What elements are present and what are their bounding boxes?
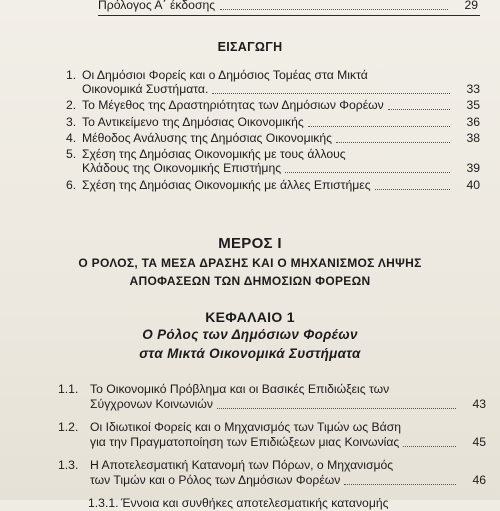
toc-entry-number: 4.	[66, 131, 77, 145]
toc-entry-number: 1.2.	[58, 420, 79, 434]
top-rule	[98, 15, 480, 16]
toc-entry-number: 5.	[66, 147, 77, 161]
chapter-title-line2: στα Μικτά Οικονομικά Συστήματα	[139, 346, 361, 361]
toc-leader-dots	[285, 171, 450, 173]
toc-entry-number: 1.	[66, 68, 77, 82]
toc-entry-text: για την Πραγματοποίηση των Επιδιώξεων μιας Κοινωνίας	[90, 435, 400, 449]
toc-entry	[0, 147, 500, 175]
toc-entry	[0, 496, 500, 511]
part-title-line2: ΑΠΟΦΑΣΕΩΝ ΤΩΝ ΔΗΜΟΣΙΩΝ ΦΟΡΕΩΝ	[129, 274, 371, 288]
chapter-label: ΚΕΦΑΛΑΙΟ 1	[205, 309, 295, 325]
toc-page-number: 39	[466, 161, 480, 175]
toc-entry	[0, 131, 500, 145]
toc-leader-dots	[336, 141, 450, 143]
toc-leader-dots	[212, 92, 450, 94]
toc-leader-dots	[403, 445, 456, 447]
toc-entry-text: Η Αποτελεσματική Κατανομή των Πόρων, ο Μηχανισμός	[90, 458, 394, 472]
toc-entry	[0, 98, 500, 112]
toc-entry-number: 1.3.1.	[88, 496, 119, 510]
toc-page-number: 36	[466, 115, 480, 129]
toc-leader-dots	[375, 188, 450, 190]
toc-page-number: 40	[466, 178, 480, 192]
toc-page-number: 43	[472, 397, 486, 411]
part-title-line1: Ο ΡΟΛΟΣ, ΤΑ ΜΕΣΑ ΔΡΑΣΗΣ ΚΑΙ Ο ΜΗΧΑΝΙΣΜΟΣ ΛΗΨΗΣ	[78, 256, 422, 270]
toc-entry-number: 3.	[66, 115, 77, 129]
toc-page-number: 38	[466, 131, 480, 145]
toc-entry-text: Το Αντικείμενο της Δημόσιας Οικονομικής	[82, 115, 304, 129]
intro-heading: ΕΙΣΑΓΩΓΗ	[217, 40, 283, 54]
toc-entry-text: των Τιμών και ο Ρόλος των Δημόσιων Φορέων	[90, 473, 341, 487]
toc-leader-dots	[388, 108, 450, 110]
toc-entry-number: 1.1.	[58, 382, 79, 396]
toc-entry	[0, 115, 500, 129]
toc-leader-dots	[217, 407, 456, 409]
preface-entry	[0, 0, 500, 12]
toc-entry-text: Έννοια και συνθήκες αποτελεσματικής κατανομής	[121, 496, 389, 510]
preface-page: 29	[464, 0, 478, 12]
toc-entry-text: Οικονομικά Συστήματα.	[82, 82, 209, 96]
toc-leader-dots	[344, 483, 456, 485]
toc-page-number: 45	[472, 435, 486, 449]
toc-page-number: 33	[466, 82, 480, 96]
toc-entry-number: 2.	[66, 98, 77, 112]
toc-leader-dots	[308, 125, 450, 127]
toc-entry	[0, 178, 500, 192]
toc-page-number: 35	[466, 98, 480, 112]
toc-entry-number: 1.3.	[58, 458, 79, 472]
toc-page-number: 46	[472, 473, 486, 487]
toc-entry	[0, 420, 500, 450]
toc-entry-text: Σχέση της Δημόσιας Οικονομικής με τους άλλους	[82, 147, 346, 161]
preface-leader-dots	[220, 8, 448, 10]
part-label: ΜΕΡΟΣ Ι	[218, 235, 282, 252]
toc-entry-text: Σύγχρονων Κοινωνιών	[90, 397, 213, 411]
toc-entry-text: Σχέση της Δημόσιας Οικονομικής με άλλες Επιστήμες	[82, 178, 371, 192]
toc-entry-number: 6.	[66, 178, 77, 192]
toc-entry-text: Μέθοδος Ανάλυσης της Δημόσιας Οικονομικής	[82, 131, 333, 145]
toc-entry	[0, 68, 500, 96]
preface-label: Πρόλογος Α΄ έκδοσης	[98, 0, 216, 12]
toc-entry-text: Οι Ιδιωτικοί Φορείς και ο Μηχανισμός των Τιμών ως Βάση	[90, 420, 402, 434]
toc-entry	[0, 458, 500, 488]
toc-entry	[0, 382, 500, 412]
toc-entry-text: Κλάδους της Οικονομικής Επιστήμης	[82, 161, 282, 175]
toc-entry-text: Οι Δημόσιοι Φορείς και ο Δημόσιος Τομέας στα Μικτά	[82, 68, 368, 82]
toc-entry-text: Το Μέγεθος της Δραστηριότητας των Δημόσιων Φορέων	[82, 98, 384, 112]
chapter-title-line1: Ο Ρόλος των Δημόσιων Φορέων	[142, 327, 358, 342]
toc-entry-text: Το Οικονομικό Πρόβλημα και οι Βασικές Επιδιώξεις των	[90, 382, 390, 396]
